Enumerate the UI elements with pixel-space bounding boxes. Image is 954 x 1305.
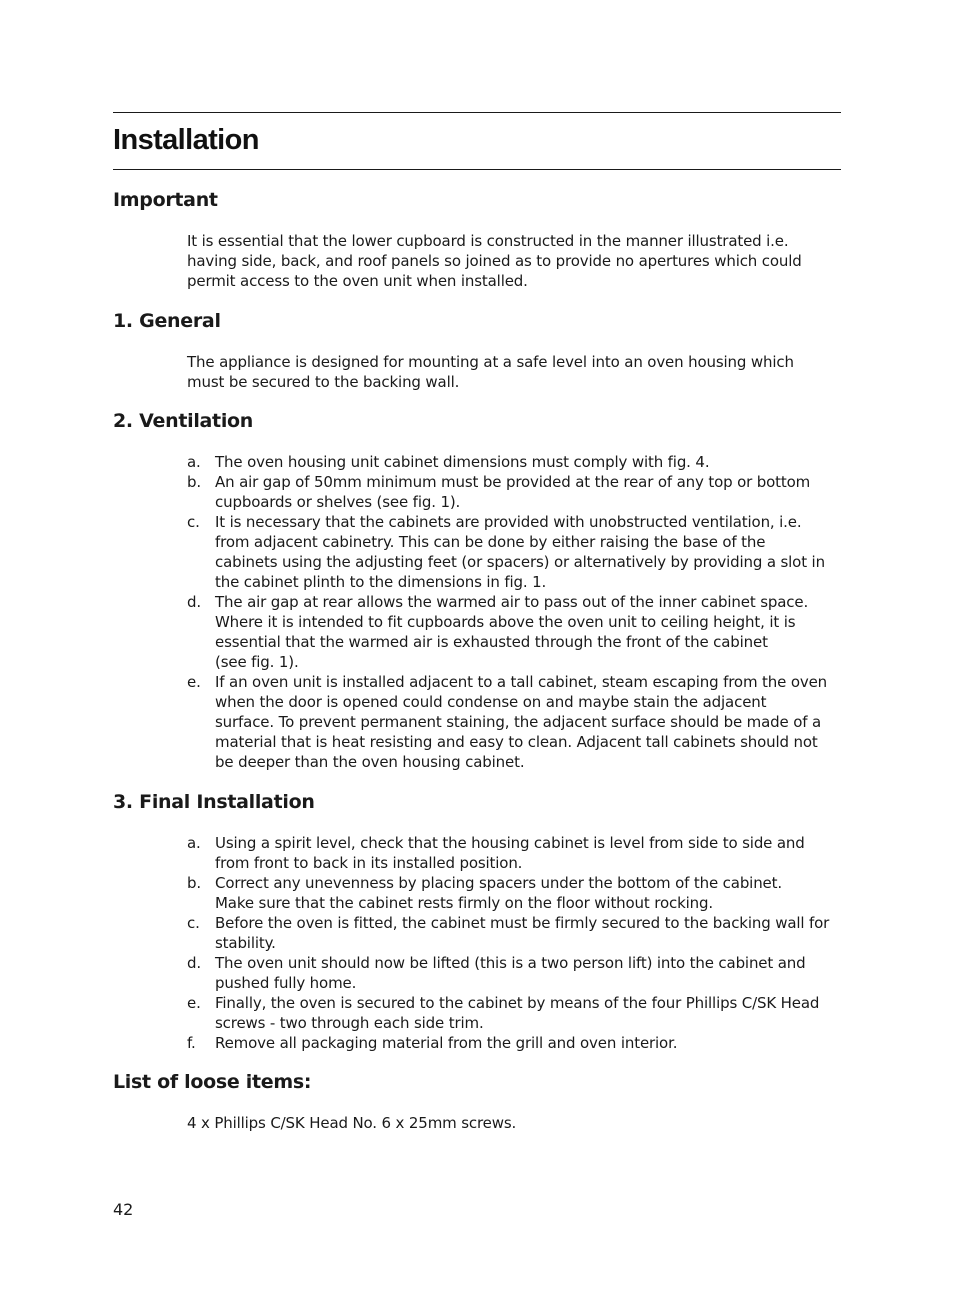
list-item [187,953,829,993]
text-line: from front to back in its installed position. [215,854,523,872]
loose-items-heading: List of loose items: [113,1071,312,1093]
list-item [187,512,827,592]
list-item [187,993,829,1033]
text-line: screws - two through each side trim. [215,1014,484,1032]
text-line: Remove all packaging material from the grill and oven interior. [215,1034,678,1052]
text-line: having side, back, and roof panels so joined as to provide no apertures which could [187,252,802,270]
text-line: Make sure that the cabinet rests firmly on the floor without rocking. [215,894,713,912]
page-title: Installation [113,124,259,156]
text-line: The appliance is designed for mounting at a safe level into an oven housing which [187,353,794,371]
text-line: The oven housing unit cabinet dimensions must comply with fig. 4. [215,453,710,471]
important-heading: Important [113,189,218,211]
list-marker: a. [187,834,201,852]
list-marker: a. [187,453,201,471]
list-marker: d. [187,593,201,611]
text-line: Correct any unevenness by placing spacers under the bottom of the cabinet. [215,874,782,892]
general-heading: 1. General [113,310,221,332]
title-rule-bottom [113,169,841,170]
text-line: cabinets using the adjusting feet (or spacers) or alternatively by providing a slot in [215,553,825,571]
loose-items-paragraph [187,1113,516,1133]
list-item [187,592,827,672]
list-marker: d. [187,954,201,972]
text-line: An air gap of 50mm minimum must be provided at the rear of any top or bottom [215,473,811,491]
text-line: from adjacent cabinetry. This can be done by either raising the base of the [215,533,766,551]
important-paragraph [187,231,802,291]
text-line: material that is heat resisting and easy to clean. Adjacent tall cabinets should not [215,733,818,751]
list-item [187,873,829,913]
text-line: pushed fully home. [215,974,357,992]
text-line: It is essential that the lower cupboard is constructed in the manner illustrated i.e. [187,232,789,250]
list-item [187,1033,829,1053]
ventilation-heading: 2. Ventilation [113,410,254,432]
text-line: stability. [215,934,276,952]
list-marker: e. [187,673,201,691]
text-line: The air gap at rear allows the warmed air to pass out of the inner cabinet space. [215,593,809,611]
list-marker: b. [187,473,201,491]
text-line: Finally, the oven is secured to the cabinet by means of the four Phillips C/SK Head [215,994,820,1012]
list-marker: b. [187,874,201,892]
text-line: (see fig. 1). [215,653,299,671]
list-item [187,672,827,772]
list-marker: e. [187,994,201,1012]
final-installation-heading: 3. Final Installation [113,791,315,813]
list-item [187,452,827,472]
text-line: cupboards or shelves (see fig. 1). [215,493,461,511]
list-item [187,833,829,873]
text-line: permit access to the oven unit when installed. [187,272,528,290]
text-line: the cabinet plinth to the dimensions in fig. 1. [215,573,547,591]
text-line: The oven unit should now be lifted (this is a two person lift) into the cabinet and [215,954,806,972]
text-line: surface. To prevent permanent staining, the adjacent surface should be made of a [215,713,822,731]
text-line: If an oven unit is installed adjacent to a tall cabinet, steam escaping from the oven [215,673,828,691]
list-item [187,913,829,953]
text-line: Where it is intended to fit cupboards above the oven unit to ceiling height, it is [215,613,796,631]
final-installation-list [187,833,829,1053]
text-line: Before the oven is fitted, the cabinet must be firmly secured to the backing wall for [215,914,830,932]
text-line: must be secured to the backing wall. [187,373,460,391]
text-line: when the door is opened could condense on and maybe stain the adjacent [215,693,767,711]
general-paragraph [187,352,794,392]
page-number: 42 [113,1200,134,1219]
list-marker: f. [187,1034,196,1052]
ventilation-list [187,452,827,772]
list-item [187,472,827,512]
text-line: 4 x Phillips C/SK Head No. 6 x 25mm screws. [187,1114,517,1132]
text-line: be deeper than the oven housing cabinet. [215,753,525,771]
title-rule-top [113,112,841,113]
text-line: It is necessary that the cabinets are provided with unobstructed ventilation, i.e. [215,513,802,531]
list-marker: c. [187,914,200,932]
text-line: essential that the warmed air is exhausted through the front of the cabinet [215,633,768,651]
list-marker: c. [187,513,200,531]
text-line: Using a spirit level, check that the housing cabinet is level from side to side and [215,834,805,852]
